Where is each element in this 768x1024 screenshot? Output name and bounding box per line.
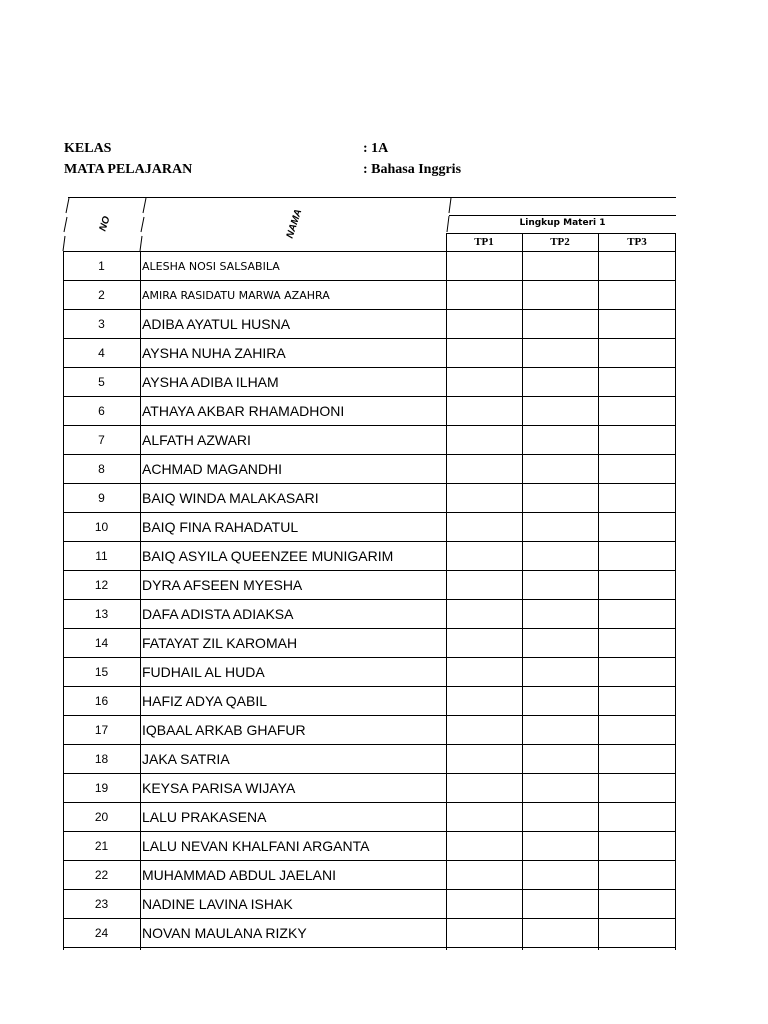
table-row [63,484,675,513]
table-row [63,368,675,397]
tp3-score-cell[interactable] [599,803,675,832]
tp3-score-cell[interactable] [599,484,675,513]
tp1-score-cell[interactable] [447,339,523,368]
student-name: LALU NEVAN KHALFANI ARGANTA [142,838,370,854]
tp2-score-cell[interactable] [523,339,599,368]
tp2-score-cell[interactable] [523,310,599,339]
tp2-header: TP2 [550,236,570,248]
table-row [63,513,675,542]
table-row [63,339,675,368]
student-name: MUHAMMAD ABDUL JAELANI [142,867,336,883]
student-name: AMIRA RASIDATU MARWA AZAHRA [142,289,330,302]
tp2-score-cell[interactable] [523,745,599,774]
student-name: ADIBA AYATUL HUSNA [142,316,291,332]
student-name: FUDHAIL AL HUDA [142,664,265,680]
tp2-score-cell[interactable] [523,368,599,397]
tp1-score-cell[interactable] [447,861,523,890]
table-row [63,455,675,484]
tp1-score-cell[interactable] [447,600,523,629]
tp1-score-cell[interactable] [447,252,523,281]
tp1-score-cell[interactable] [447,281,523,310]
table-row [63,629,675,658]
tp3-score-cell[interactable] [599,310,675,339]
tp2-score-cell[interactable] [523,281,599,310]
table-row [63,890,675,919]
table-row [63,426,675,455]
tp2-score-cell[interactable] [523,426,599,455]
tp2-score-cell[interactable] [523,687,599,716]
tp2-score-cell[interactable] [523,890,599,919]
table-row [63,803,675,832]
row-number: 14 [94,636,109,650]
tp1-score-cell[interactable] [447,890,523,919]
tp3-score-cell[interactable] [599,687,675,716]
tp1-score-cell[interactable] [447,571,523,600]
student-name: ATHAYA AKBAR RHAMADHONI [142,403,345,419]
row-number: 6 [98,404,105,418]
tp2-score-cell[interactable] [523,658,599,687]
tp1-score-cell[interactable] [447,513,523,542]
row-number: 8 [98,462,105,476]
table-row [63,861,675,890]
row-number: 9 [98,491,105,505]
tp1-score-cell[interactable] [447,919,523,948]
student-name: LALU PRAKASENA [142,809,267,825]
table-row [63,774,675,803]
row-number: 2 [98,288,105,302]
tp3-score-cell[interactable] [599,890,675,919]
tp1-score-cell[interactable] [447,368,523,397]
row-number: 19 [94,781,109,795]
tp1-score-cell[interactable] [447,426,523,455]
tp1-score-cell[interactable] [447,542,523,571]
row-number: 5 [98,375,105,389]
table-row [63,745,675,774]
tp1-header: TP1 [474,236,494,248]
tp3-score-cell[interactable] [599,339,675,368]
table-row [63,658,675,687]
table-row [63,542,675,571]
tp2-score-cell[interactable] [523,803,599,832]
student-name: ALFATH AZWARI [142,432,251,448]
tp3-score-cell[interactable] [599,861,675,890]
row-number: 13 [94,607,109,621]
tp2-score-cell[interactable] [523,832,599,861]
tp2-score-cell[interactable] [523,513,599,542]
table-row [63,687,675,716]
row-number: 20 [94,810,109,824]
tp3-score-cell[interactable] [599,629,675,658]
student-name: HAFIZ ADYA QABIL [142,693,268,709]
row-number: 18 [94,752,109,766]
tp1-score-cell[interactable] [447,716,523,745]
row-number: 16 [94,694,109,708]
tp2-score-cell[interactable] [523,397,599,426]
tp1-score-cell[interactable] [447,658,523,687]
tp3-score-cell[interactable] [599,745,675,774]
tp1-score-cell[interactable] [447,832,523,861]
tp3-score-cell[interactable] [599,658,675,687]
tp2-score-cell[interactable] [523,455,599,484]
tp3-score-cell[interactable] [599,426,675,455]
student-name: FATAYAT ZIL KAROMAH [142,635,298,651]
student-name: AYSHA ADIBA ILHAM [142,374,279,390]
row-number: 11 [95,549,108,563]
tp1-score-cell[interactable] [447,629,523,658]
table-row [63,397,675,426]
tp3-score-cell[interactable] [599,571,675,600]
tp3-score-cell[interactable] [599,397,675,426]
student-name: BAIQ WINDA MALAKASARI [142,490,319,506]
table-row [63,919,675,948]
tp3-score-cell[interactable] [599,281,675,310]
tp3-score-cell[interactable] [599,455,675,484]
tp1-score-cell[interactable] [447,484,523,513]
tp1-score-cell[interactable] [447,774,523,803]
student-name: KEYSA PARISA WIJAYA [142,780,296,796]
row-number: 23 [94,897,109,911]
tp2-score-cell[interactable] [523,629,599,658]
row-number: 15 [94,665,109,679]
tp3-score-cell[interactable] [599,252,675,281]
mata-pelajaran-value: : Bahasa Inggris [363,162,462,177]
table-row [63,281,675,310]
kelas-value: : 1A [363,141,389,156]
tp3-score-cell[interactable] [599,774,675,803]
tp3-score-cell[interactable] [599,919,675,948]
tp2-score-cell[interactable] [523,542,599,571]
kelas-label: KELAS [64,141,112,156]
table-row [63,571,675,600]
table-row [63,716,675,745]
student-name: BAIQ FINA RAHADATUL [142,519,299,535]
student-name: JAKA SATRIA [142,751,230,767]
tp2-score-cell[interactable] [523,716,599,745]
tp1-score-cell[interactable] [447,687,523,716]
table-row [63,600,675,629]
tp3-score-cell[interactable] [599,513,675,542]
tp2-score-cell[interactable] [523,600,599,629]
tp3-score-cell[interactable] [599,716,675,745]
mata-pelajaran-label: MATA PELAJARAN [64,162,193,177]
row-number: 12 [94,578,109,592]
tp3-score-cell[interactable] [599,368,675,397]
tp3-score-cell[interactable] [599,542,675,571]
student-name: NOVAN MAULANA RIZKY [142,925,307,941]
row-number: 4 [98,346,105,360]
row-number: 3 [98,317,105,331]
column-header-nama: NAMA [284,207,305,240]
student-name: ALESHA NOSI SALSABILA [142,260,280,273]
student-name: DAFA ADISTA ADIAKSA [142,606,294,622]
tp1-score-cell[interactable] [447,803,523,832]
row-number: 7 [98,433,105,447]
table-row [63,252,675,281]
row-number: 21 [94,839,109,853]
lingkup-materi-header: Lingkup Materi 1 [519,218,606,228]
row-number: 17 [94,723,109,737]
row-number: 1 [98,259,105,273]
student-name: AYSHA NUHA ZAHIRA [142,345,286,361]
student-name: DYRA AFSEEN MYESHA [142,577,303,593]
tp3-header: TP3 [627,236,647,248]
column-header-no: NO [97,215,113,233]
row-number: 24 [94,926,109,940]
tp1-score-cell[interactable] [447,397,523,426]
tp2-score-cell[interactable] [523,571,599,600]
tp2-score-cell[interactable] [523,861,599,890]
student-name: ACHMAD MAGANDHI [142,461,283,477]
tp2-score-cell[interactable] [523,252,599,281]
tp2-score-cell[interactable] [523,774,599,803]
tp1-score-cell[interactable] [447,310,523,339]
tp3-score-cell[interactable] [599,600,675,629]
student-name: NADINE LAVINA ISHAK [142,896,293,912]
row-number: 22 [94,868,109,882]
student-name: IQBAAL ARKAB GHAFUR [142,722,306,738]
table-row [63,832,675,861]
tp2-score-cell[interactable] [523,919,599,948]
tp1-score-cell[interactable] [447,455,523,484]
table-row [63,310,675,339]
tp2-score-cell[interactable] [523,484,599,513]
student-name: BAIQ ASYILA QUEENZEE MUNIGARIM [142,548,394,564]
tp1-score-cell[interactable] [447,745,523,774]
tp3-score-cell[interactable] [599,832,675,861]
row-number: 10 [94,520,109,534]
